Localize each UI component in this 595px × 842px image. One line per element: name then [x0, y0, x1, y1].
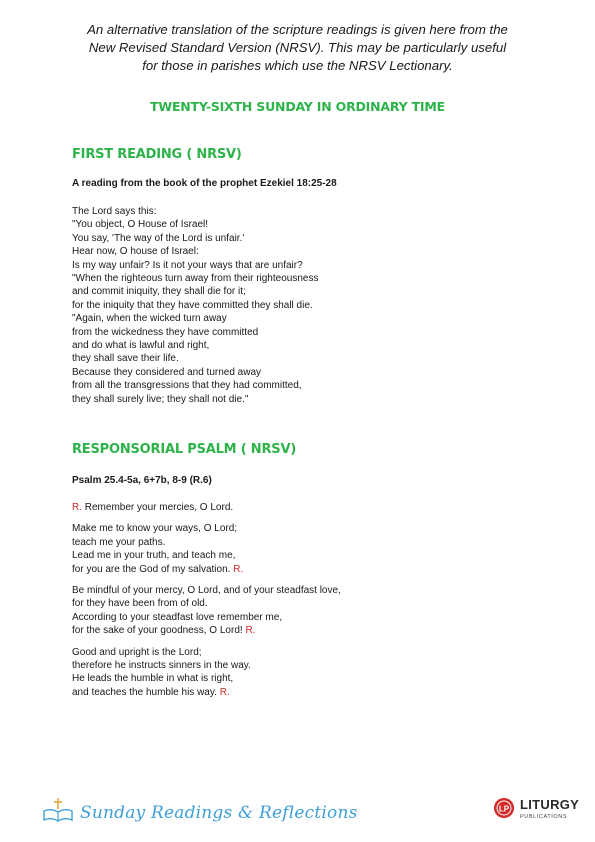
- psalm-citation: Psalm 25.4-5a, 6+7b, 8-9 (R.6): [72, 475, 212, 486]
- response-text: Remember your mercies, O Lord.: [82, 502, 234, 513]
- footer-brand: [42, 796, 358, 829]
- sunday-title: TWENTY-SIXTH SUNDAY IN ORDINARY TIME: [150, 99, 445, 114]
- psalm-response: [72, 501, 512, 514]
- reading-line: they shall surely live; they shall not die.": [72, 393, 249, 405]
- psalm-line-text: and teaches the humble his way.: [72, 686, 220, 698]
- reading-line: and commit iniquity, they shall die for it;: [72, 286, 246, 298]
- psalm-line: for they have been from of old.: [72, 598, 208, 610]
- reading-line: they shall save their life.: [72, 353, 179, 365]
- psalm-line: Lead me in your truth, and teach me,: [72, 550, 236, 562]
- psalm-line: [72, 624, 512, 637]
- liturgy-publications-logo: [493, 797, 579, 824]
- reading-line: "When the righteous turn away from their righteousness: [72, 273, 319, 285]
- reading-line: The Lord says this:: [72, 206, 157, 217]
- reading-line: Is my way unfair? Is it not your ways that are unfair?: [72, 259, 303, 271]
- psalm-line: therefore he instructs sinners in the way.: [72, 660, 251, 672]
- reading-line: Because they considered and turned away: [72, 366, 262, 378]
- reading-line: from the wickedness they have committed: [72, 326, 259, 338]
- psalm-stanza: [72, 584, 512, 638]
- first-reading-citation: A reading from the book of the prophet Ezekiel 18:25-28: [72, 178, 337, 189]
- logo-sub-text: PUBLICATIONS: [520, 813, 568, 820]
- psalm-stanza: [72, 646, 512, 700]
- psalm-line: [72, 563, 512, 576]
- psalm-heading: RESPONSORIAL PSALM ( NRSV): [72, 442, 297, 457]
- psalm-line: [72, 686, 512, 699]
- reading-line: Hear now, O house of Israel:: [72, 246, 199, 258]
- intro-line: New Revised Standard Version (NRSV). This may be particularly useful: [88, 40, 507, 55]
- psalm-line-text: for the sake of your goodness, O Lord!: [72, 625, 246, 637]
- reading-line: You say, 'The way of the Lord is unfair.': [72, 232, 245, 244]
- intro-note: [40, 21, 555, 75]
- reading-line: "Again, when the wicked turn away: [72, 313, 227, 325]
- liturgy-logo-badge-icon: [493, 797, 515, 824]
- psalm-line-text: for you are the God of my salvation.: [72, 563, 234, 575]
- psalm-stanza: [72, 522, 512, 576]
- response-marker: R.: [219, 686, 230, 698]
- intro-line: for those in parishes which use the NRSV Lectionary.: [142, 58, 453, 73]
- psalm-text: [72, 501, 512, 707]
- psalm-line: He leads the humble in what is right,: [72, 673, 234, 685]
- response-marker: R.: [245, 625, 256, 637]
- first-reading-heading: FIRST READING ( NRSV): [72, 147, 242, 162]
- footer-brand-text: Sunday Readings & Reflections: [80, 802, 358, 823]
- first-reading-text: [72, 205, 512, 406]
- response-marker: R.: [233, 563, 244, 575]
- psalm-line: Make me to know your ways, O Lord;: [72, 523, 238, 535]
- open-book-cross-icon: [42, 796, 74, 829]
- psalm-line: Good and upright is the Lord;: [72, 646, 202, 658]
- reading-line: from all the transgressions that they had committed,: [72, 380, 302, 392]
- response-marker: R.: [72, 502, 82, 513]
- intro-line: An alternative translation of the scripture readings is given here from the: [87, 22, 508, 37]
- psalm-line: According to your steadfast love remember me,: [72, 611, 283, 623]
- psalm-line: teach me your paths.: [72, 536, 166, 548]
- logo-main-text: LITURGY: [520, 796, 580, 812]
- reading-line: "You object, O House of Israel!: [72, 219, 209, 231]
- reading-line: for the iniquity that they have committed they shall die.: [72, 299, 313, 311]
- logo-badge-text: LP: [498, 804, 510, 814]
- psalm-line: Be mindful of your mercy, O Lord, and of your steadfast love,: [72, 585, 341, 597]
- reading-line: and do what is lawful and right,: [72, 340, 210, 352]
